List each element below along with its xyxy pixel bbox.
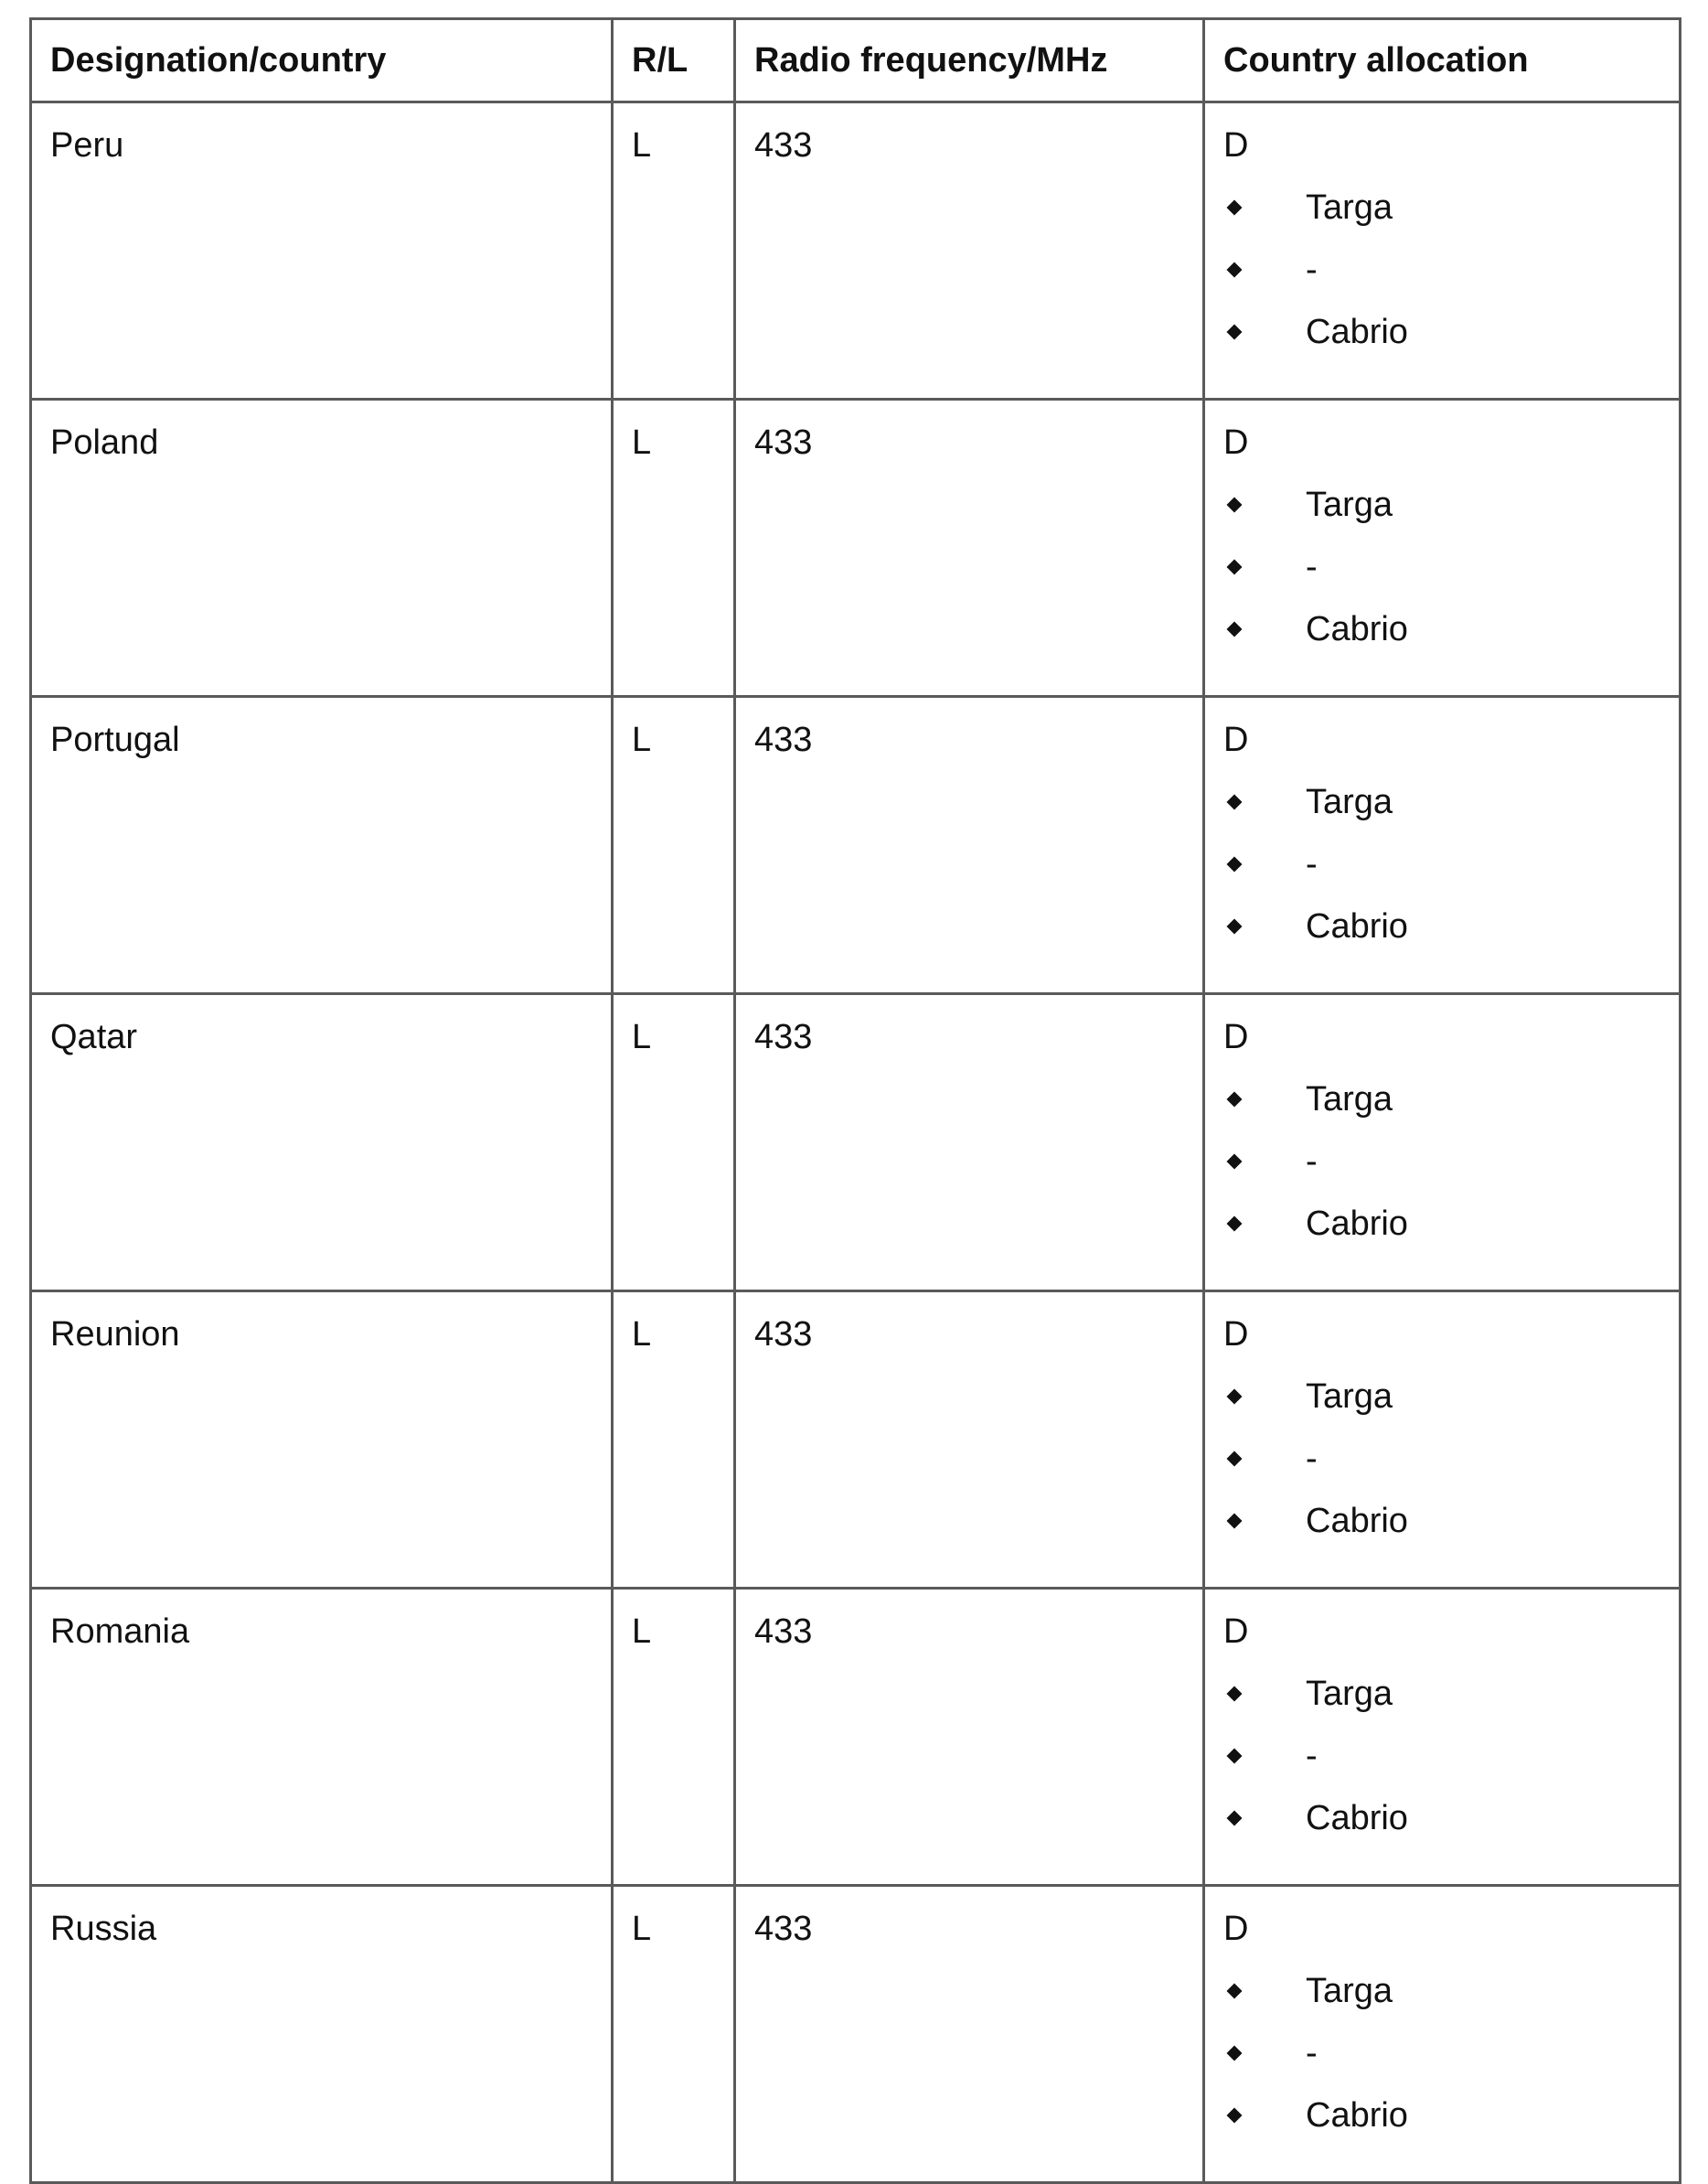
allocation-item-label: Cabrio: [1306, 907, 1408, 946]
allocation-item-label: Targa: [1306, 1972, 1393, 2010]
diamond-bullet-icon: [1227, 919, 1243, 935]
allocation-list-item: [1223, 833, 1660, 895]
allocation-list-item: [1223, 1787, 1660, 1849]
allocation-list-item: [1223, 474, 1660, 536]
allocation-list-item: [1223, 895, 1660, 958]
allocation-code: D: [1223, 1910, 1249, 1948]
diamond-bullet-icon: [1227, 622, 1243, 637]
allocation-list-item: [1223, 1130, 1660, 1193]
allocation-cell: [1204, 400, 1681, 697]
allocation-item-label: -: [1306, 1440, 1318, 1478]
allocation-list-item: [1223, 1663, 1660, 1725]
allocation-item-label: Cabrio: [1306, 2096, 1408, 2135]
allocation-code: D: [1223, 721, 1249, 759]
diamond-bullet-icon: [1227, 1092, 1243, 1108]
allocation-list: [1223, 1365, 1660, 1552]
diamond-bullet-icon: [1227, 1749, 1243, 1764]
diamond-bullet-icon: [1227, 1984, 1243, 1999]
rl-cell: L: [613, 400, 735, 697]
allocation-list-item: [1223, 177, 1660, 239]
country-cell: Qatar: [31, 994, 613, 1291]
diamond-bullet-icon: [1227, 1451, 1243, 1467]
allocation-list: [1223, 177, 1660, 363]
diamond-bullet-icon: [1227, 1514, 1243, 1529]
header-allocation: Country allocation: [1204, 19, 1681, 102]
allocation-list-item: [1223, 1490, 1660, 1552]
diamond-bullet-icon: [1227, 2046, 1243, 2061]
allocation-list-item: [1223, 1365, 1660, 1428]
allocation-cell: [1204, 1291, 1681, 1589]
rl-cell: L: [613, 697, 735, 994]
table-row: [31, 994, 1681, 1291]
allocation-code: D: [1223, 1315, 1249, 1354]
allocation-list-item: [1223, 239, 1660, 301]
allocation-list-item: [1223, 1725, 1660, 1787]
allocation-item-label: -: [1306, 1737, 1318, 1775]
country-cell: Russia: [31, 1886, 613, 2183]
allocation-item-label: Targa: [1306, 1080, 1393, 1119]
header-row: [31, 19, 1681, 102]
allocation-list: [1223, 1960, 1660, 2147]
allocation-list-item: [1223, 2084, 1660, 2147]
allocation-item-label: Cabrio: [1306, 1799, 1408, 1837]
allocation-list-item: [1223, 1068, 1660, 1130]
allocation-item-label: Targa: [1306, 188, 1393, 227]
diamond-bullet-icon: [1227, 1216, 1243, 1232]
allocation-list-item: [1223, 1960, 1660, 2022]
table-row: [31, 102, 1681, 400]
allocation-cell: [1204, 1886, 1681, 2183]
allocation-list-item: [1223, 1193, 1660, 1255]
rl-cell: L: [613, 994, 735, 1291]
frequency-cell: 433: [735, 1589, 1204, 1886]
table-body: [31, 102, 1681, 2183]
diamond-bullet-icon: [1227, 1811, 1243, 1826]
table-row: [31, 1886, 1681, 2183]
diamond-bullet-icon: [1227, 857, 1243, 873]
allocation-list-item: [1223, 598, 1660, 660]
allocation-item-label: -: [1306, 845, 1318, 883]
allocation-cell: [1204, 697, 1681, 994]
allocation-item-label: -: [1306, 251, 1318, 289]
country-allocation-table: [29, 17, 1681, 2184]
diamond-bullet-icon: [1227, 2108, 1243, 2124]
frequency-cell: 433: [735, 1291, 1204, 1589]
allocation-item-label: Targa: [1306, 783, 1393, 821]
allocation-item-label: Targa: [1306, 486, 1393, 524]
diamond-bullet-icon: [1227, 325, 1243, 340]
frequency-cell: 433: [735, 697, 1204, 994]
allocation-item-label: -: [1306, 1142, 1318, 1181]
allocation-code: D: [1223, 126, 1249, 165]
diamond-bullet-icon: [1227, 1686, 1243, 1702]
diamond-bullet-icon: [1227, 1154, 1243, 1170]
allocation-item-label: Targa: [1306, 1675, 1393, 1713]
country-cell: Portugal: [31, 697, 613, 994]
allocation-cell: [1204, 994, 1681, 1291]
frequency-cell: 433: [735, 994, 1204, 1291]
header-designation: Designation/country: [31, 19, 613, 102]
allocation-code: D: [1223, 423, 1249, 462]
table-header: [31, 19, 1681, 102]
header-frequency: Radio frequency/MHz: [735, 19, 1204, 102]
rl-cell: L: [613, 1886, 735, 2183]
allocation-list-item: [1223, 771, 1660, 833]
allocation-cell: [1204, 1589, 1681, 1886]
allocation-item-label: -: [1306, 548, 1318, 586]
country-cell: Reunion: [31, 1291, 613, 1589]
country-cell: Romania: [31, 1589, 613, 1886]
allocation-item-label: Cabrio: [1306, 1204, 1408, 1243]
allocation-code: D: [1223, 1018, 1249, 1056]
diamond-bullet-icon: [1227, 795, 1243, 810]
diamond-bullet-icon: [1227, 1389, 1243, 1405]
allocation-item-label: Cabrio: [1306, 1502, 1408, 1540]
diamond-bullet-icon: [1227, 560, 1243, 575]
allocation-list-item: [1223, 536, 1660, 598]
table-row: [31, 1589, 1681, 1886]
diamond-bullet-icon: [1227, 200, 1243, 216]
frequency-cell: 433: [735, 102, 1204, 400]
country-cell: Poland: [31, 400, 613, 697]
diamond-bullet-icon: [1227, 262, 1243, 278]
allocation-item-label: Cabrio: [1306, 313, 1408, 351]
allocation-item-label: -: [1306, 2034, 1318, 2072]
allocation-code: D: [1223, 1612, 1249, 1651]
allocation-list: [1223, 1663, 1660, 1849]
country-cell: Peru: [31, 102, 613, 400]
allocation-list-item: [1223, 1428, 1660, 1490]
frequency-cell: 433: [735, 400, 1204, 697]
table-row: [31, 400, 1681, 697]
allocation-item-label: Cabrio: [1306, 610, 1408, 648]
allocation-list-item: [1223, 301, 1660, 363]
diamond-bullet-icon: [1227, 498, 1243, 513]
allocation-list: [1223, 771, 1660, 958]
table-row: [31, 697, 1681, 994]
allocation-list: [1223, 1068, 1660, 1255]
allocation-item-label: Targa: [1306, 1377, 1393, 1416]
allocation-cell: [1204, 102, 1681, 400]
header-rl: R/L: [613, 19, 735, 102]
rl-cell: L: [613, 1291, 735, 1589]
allocation-list-item: [1223, 2022, 1660, 2084]
frequency-cell: 433: [735, 1886, 1204, 2183]
allocation-list: [1223, 474, 1660, 660]
table-row: [31, 1291, 1681, 1589]
rl-cell: L: [613, 1589, 735, 1886]
rl-cell: L: [613, 102, 735, 400]
